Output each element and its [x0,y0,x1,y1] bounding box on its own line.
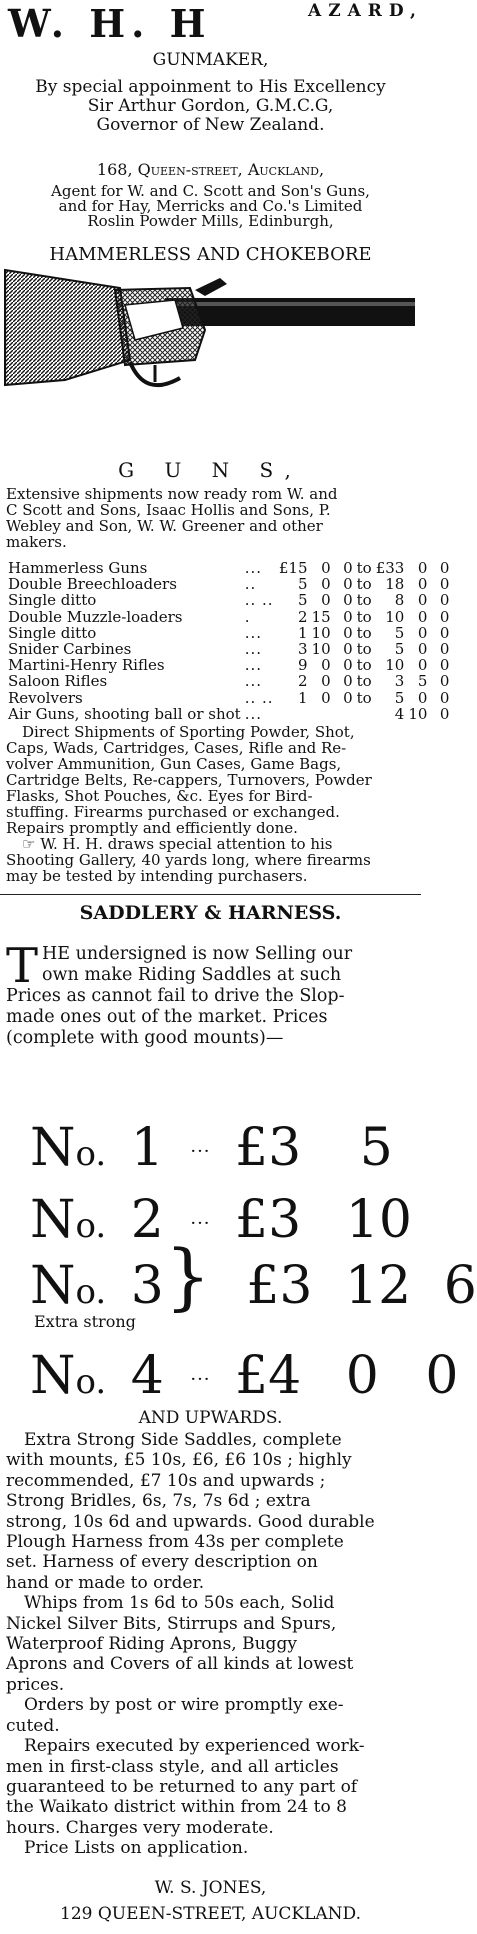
price-cell-d: 5 [394,688,405,707]
price-cell-e: 0 [417,623,428,642]
price-cell-dots: . [244,607,251,626]
price-cell-b: 0 [321,656,331,675]
saddlery-intro-line: HE undersigned is now Selling our [42,944,353,964]
brace-glyph: } [165,1234,211,1318]
saddle-no-suffix: o. [75,1272,107,1312]
price-cell-e: 0 [417,640,428,659]
price-cell-f: 0 [439,623,450,642]
price-cell-a: 9 [297,656,308,675]
guns-intro-line: Webley and Son, W. W. Greener and other [6,517,323,535]
price-cell-f: 0 [439,591,450,610]
masthead [8,1,423,46]
agent-line: and for Hay, Merricks and Co.'s Limited [58,197,363,215]
price-cell-f: 0 [439,704,450,723]
saddlery-body-line: recommended, £7 10s and upwards ; [6,1470,326,1491]
price-row [6,576,451,592]
agent-line: Agent for W. and C. Scott and Son's Guns, [51,182,370,200]
saddlery-body-line: with mounts, £5 10s, £6, £6 10s ; highly [6,1450,352,1471]
price-cell-f: 0 [439,559,450,577]
leader-dots: ··· [190,1368,211,1390]
saddle-shillings: 5 [359,1118,393,1178]
price-cell-b: 0 [321,688,331,707]
saddle-no-suffix: o. [75,1206,107,1246]
price-cell-dots: ... [244,672,262,691]
saddle-pence: 0 [425,1346,459,1406]
price-cell-to: to [356,656,372,675]
saddle-pounds: £3 [235,1190,302,1250]
price-cell-dots: ... [244,623,262,642]
price-cell-a: 2 [297,672,308,691]
saddle-price-row [30,1118,393,1178]
repairs-line: the Waikato district within from 24 to 8 [6,1797,347,1818]
agent-block [0,184,421,229]
shipments-block [6,724,418,884]
price-cell-a: £15 [278,559,308,577]
price-cell-b: 0 [321,559,331,577]
saddle-shillings: 12 [345,1256,412,1316]
price-cell-b: 10 [311,623,331,642]
saddle-no-letter: N [30,1190,76,1250]
price-row [6,673,451,689]
saddle-pounds: £3 [246,1256,313,1316]
agent-line: Roslin Powder Mills, Edinburgh, [87,212,334,230]
price-cell-f: 0 [439,640,450,659]
price-cell-b: 10 [311,640,331,659]
shipments-line: Flasks, Shot Pouches, &c. Eyes for Bird- [6,787,313,805]
guns-intro-line: makers. [6,533,67,551]
price-cell-d: 3 [394,672,405,691]
price-cell-a: 1 [297,688,308,707]
price-cell-a: 3 [297,640,308,659]
guns-intro [6,486,416,550]
price-row [6,609,451,625]
price-row [6,560,451,576]
saddle-price-row [30,1190,412,1250]
shotgun-illustration [5,270,415,400]
price-cell-f: 0 [439,688,450,707]
whips-line: Aprons and Covers of all kinds at lowest [6,1654,354,1675]
price-cell-a: 5 [297,591,308,610]
price-row [6,657,451,673]
hammerless-heading: HAMMERLESS AND CHOKEBORE [49,244,372,265]
repairs-line: men in first-class style, and all articles [6,1756,339,1777]
leader-dots: ··· [190,1212,211,1234]
price-cell-d: 5 [394,623,405,642]
price-row [6,706,451,722]
price-cell-e: 0 [417,559,428,577]
price-cell-f: 0 [439,575,450,594]
saddle-no-letter: N [30,1256,76,1316]
price-cell-e: 0 [417,575,428,594]
saddlery-intro-line: Prices as cannot fail to drive the Slop- [6,986,345,1006]
saddle-pounds: £3 [235,1118,302,1178]
price-cell-c: 0 [343,607,353,626]
price-cell-d: 5 [394,640,405,659]
price-cell-f: 0 [439,656,450,675]
price-cell-item: Double Breechloaders [8,575,177,594]
saddle-number: 1 [130,1118,164,1178]
saddlery-body-line: hand or made to order. [6,1572,205,1593]
price-cell-a: 5 [297,575,308,594]
gallery-line: may be tested by intending purchasers. [6,867,308,885]
shipments-line: Direct Shipments of Sporting Powder, Shot, [22,723,355,741]
saddlery-body-line: set. Harness of every description on [6,1552,318,1573]
price-cell-d: 10 [385,656,405,675]
saddle-no-letter: N [30,1346,76,1406]
price-row [6,690,451,706]
price-cell-to: to [356,559,372,577]
price-cell-b: 0 [321,672,331,691]
repairs-line: hours. Charges very moderate. [6,1817,274,1838]
saddlery-body [6,1430,418,1859]
appointment-line: Governor of New Zealand. [96,115,325,135]
price-cell-item: Single ditto [8,623,97,642]
masthead-initials: W. H. H [8,1,212,46]
price-cell-c: 0 [343,688,353,707]
price-cell-c: 0 [343,591,353,610]
price-cell-item: Snider Carbines [8,640,132,659]
saddle-no-letter: N [30,1118,76,1178]
gallery-line: Shooting Gallery, 40 yards long, where firearms [6,851,371,869]
price-row [6,592,451,608]
price-cell-item: Single ditto [8,591,97,610]
signature-address: 129 QUEEN-STREET, AUCKLAND. [60,1904,361,1924]
price-cell-dots: ... [244,640,262,659]
price-cell-e: 5 [417,672,428,691]
repairs-line: Repairs executed by experienced work- [24,1736,365,1757]
price-cell-to: to [356,607,372,626]
whips-line: prices. [6,1674,65,1695]
price-cell-item: Revolvers [8,688,83,707]
leader-dots: ··· [190,1140,211,1162]
price-cell-c: 0 [343,656,353,675]
price-cell-e: 0 [417,591,428,610]
saddle-number: 2 [130,1190,164,1250]
price-cell-item: Air Guns, shooting ball or shot [8,704,241,723]
signature-name: W. S. JONES, [154,1878,267,1898]
price-cell-dots: .. [244,575,257,594]
extra-strong-note: Extra strong [34,1312,136,1331]
price-cell-d: 10 [385,607,405,626]
guns-heading: G U N S, [118,458,303,482]
shop-address: 168, Queen-street, Auckland, [96,160,325,179]
whips-line: Nickel Silver Bits, Stirrups and Spurs, [6,1613,337,1634]
price-cell-c: 0 [343,575,353,594]
whips-line: Waterproof Riding Aprons, Buggy [6,1634,297,1655]
gallery-line: ☞ W. H. H. draws special attention to his [22,835,333,853]
saddle-shillings: 0 [345,1346,379,1406]
masthead-surname: AZARD, [308,1,423,21]
price-cell-a [276,706,310,722]
price-row [6,625,451,641]
orders-line: cuted. [6,1715,60,1736]
price-cell-c: 0 [343,623,353,642]
price-cell-e: 0 [417,688,428,707]
saddlery-body-line: Strong Bridles, 6s, 7s, 7s 6d ; extra [6,1491,311,1512]
and-upwards: AND UPWARDS. [138,1408,283,1428]
shipments-line: stuffing. Firearms purchased or exchanged. [6,803,340,821]
price-cell-dots: ... [244,656,262,675]
price-cell-c: 0 [343,640,353,659]
saddle-number: 4 [130,1346,164,1406]
price-cell-f: 0 [439,672,450,691]
price-row [6,641,451,657]
price-cell-a: 1 [297,623,308,642]
orders-line: Orders by post or wire promptly exe- [24,1695,344,1716]
shipments-line: Repairs promptly and efficiently done. [6,819,298,837]
price-cell-b: 15 [311,607,331,626]
price-cell-b: 0 [321,591,331,610]
price-cell-c [333,706,355,722]
price-cell-f: 0 [439,607,450,626]
price-cell-to: to [356,591,372,610]
price-cell-d: £33 [375,559,405,577]
shipments-line: Caps, Wads, Cartridges, Cases, Rifle and Re- [6,739,347,757]
price-cell-item: Saloon Rifles [8,672,108,691]
appointment-block [0,78,421,135]
price-cell-dots: ... [244,559,262,577]
price-cell-c: 0 [343,559,353,577]
saddle-pounds: £4 [235,1346,302,1406]
price-cell-to: to [356,575,372,594]
price-cell-c: 0 [343,672,353,691]
price-cell-to: to [356,640,372,659]
price-cell-to: to [356,623,372,642]
price-cell-b [310,706,333,722]
price-cell-to [355,706,374,722]
saddle-pence: 6 [443,1256,477,1316]
saddle-no-suffix: o. [75,1134,107,1174]
price-cell-item: Hammerless Guns [8,559,148,577]
saddlery-intro-line: made ones out of the market. Prices [6,1007,328,1027]
price-cell-e: 0 [417,607,428,626]
drop-cap: T [6,938,39,994]
saddle-shillings: 10 [345,1190,412,1250]
price-cell-e: 10 [408,704,428,723]
guns-intro-line: Extensive shipments now ready rom W. and [6,485,338,503]
price-cell-a: 2 [297,607,308,626]
trade-label: GUNMAKER, [152,50,269,70]
price-cell-d: 8 [394,591,405,610]
gun-price-table [6,560,451,722]
price-cell-dots: .. .. [244,688,274,707]
saddlery-body-line: strong, 10s 6d and upwards. Good durable [6,1511,375,1532]
saddle-no-suffix: o. [75,1362,107,1402]
repairs-line: guaranteed to be returned to any part of [6,1776,358,1797]
saddle-number: 3 [130,1256,164,1316]
appointment-line: By special appoinment to His Excellency [35,77,386,97]
price-cell-d: 4 [394,704,405,723]
saddlery-body-line: Extra Strong Side Saddles, complete [24,1430,342,1450]
price-cell-e: 0 [417,656,428,675]
price-cell-d: 18 [385,575,405,594]
saddlery-intro-line: (complete with good mounts)— [6,1028,284,1048]
appointment-line: Sir Arthur Gordon, G.M.C.G, [87,96,334,116]
price-lists-line: Price Lists on application. [24,1838,249,1859]
saddlery-intro-line: own make Riding Saddles at such [42,965,342,985]
section-divider [0,894,421,895]
price-cell-item: Double Muzzle-loaders [8,607,183,626]
saddlery-heading: SADDLERY & HARNESS. [79,902,342,924]
price-cell-dots: .. .. [244,591,274,610]
price-cell-dots: ... [244,704,262,723]
price-cell-to: to [356,688,372,707]
price-cell-item: Martini-Henry Rifles [8,656,165,675]
saddle-price-row [30,1346,458,1406]
saddlery-intro [6,938,416,1049]
saddle-price-row [30,1256,477,1316]
price-cell-b: 0 [321,575,331,594]
whips-line: Whips from 1s 6d to 50s each, Solid [24,1593,335,1614]
shipments-line: volver Ammunition, Gun Cases, Game Bags, [6,755,342,773]
price-cell-to: to [356,672,372,691]
saddlery-body-line: Plough Harness from 43s per complete [6,1532,344,1553]
shipments-line: Cartridge Belts, Re-cappers, Turnovers, Powder [6,771,372,789]
guns-intro-line: C Scott and Sons, Isaac Hollis and Sons, P. [6,501,331,519]
